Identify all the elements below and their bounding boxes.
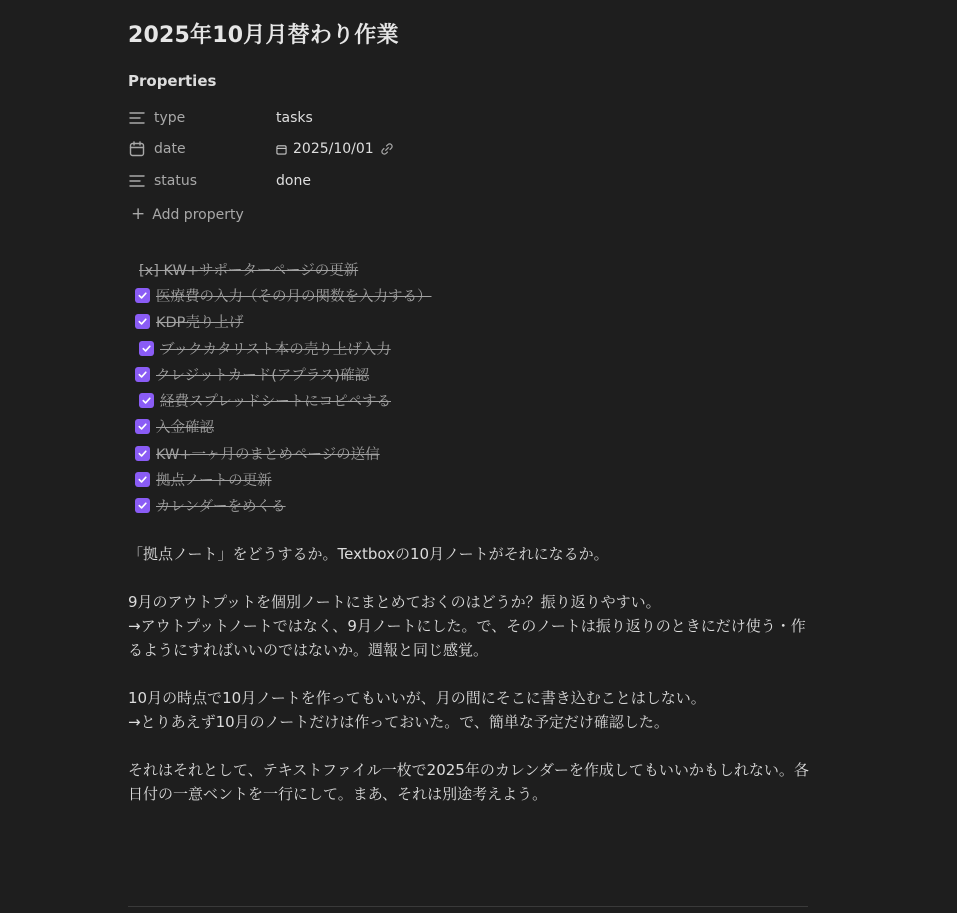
add-property-label: Add property: [152, 206, 244, 223]
task-text[interactable]: ブックカタリスト本の売り上げ入力: [160, 341, 391, 358]
plus-icon: +: [131, 204, 146, 224]
task-list: [128, 256, 828, 519]
list-item[interactable]: [128, 387, 828, 413]
list-item[interactable]: [128, 414, 828, 440]
checkbox-checked[interactable]: [135, 446, 150, 461]
task-text[interactable]: 医療費の入力（その月の関数を入力する）: [156, 288, 432, 305]
property-value[interactable]: done: [276, 173, 311, 189]
task-text[interactable]: クレジットカード(アプラス)確認: [156, 367, 370, 384]
paragraph-line[interactable]: 10月の時点で10月ノートを作ってもいいが、月の間にそこに書き込むことはしない。: [128, 689, 706, 707]
calendar-icon: [128, 140, 146, 158]
page-title[interactable]: 2025年10月月替わり作業: [128, 23, 399, 48]
paragraph[interactable]: [128, 686, 818, 734]
list-item[interactable]: [128, 440, 828, 466]
task-text[interactable]: 入金確認: [156, 420, 214, 437]
list-item[interactable]: [128, 309, 828, 335]
property-key[interactable]: date: [154, 141, 186, 157]
calendar-small-icon: [276, 144, 287, 155]
checkbox-checked[interactable]: [135, 498, 150, 513]
date-text[interactable]: 2025/10/01: [293, 141, 374, 157]
task-text[interactable]: [x] KW+サポーターページの更新: [139, 262, 359, 279]
properties-heading[interactable]: Properties: [128, 72, 217, 90]
property-row-type[interactable]: [128, 105, 648, 131]
property-value[interactable]: tasks: [276, 110, 313, 126]
task-text[interactable]: KW+一ヶ月のまとめページの送信: [156, 446, 380, 463]
checkbox-checked[interactable]: [135, 367, 150, 382]
add-property-button[interactable]: [131, 206, 244, 223]
property-key[interactable]: type: [154, 110, 186, 126]
link-icon[interactable]: [380, 142, 394, 156]
text-lines-icon: [128, 172, 146, 190]
list-item[interactable]: [128, 466, 828, 492]
divider: [128, 906, 808, 907]
task-text[interactable]: カレンダーをめくる: [156, 499, 286, 516]
paragraph[interactable]: 「拠点ノート」をどうするか。Textboxの10月ノートがそれになるか。: [128, 545, 609, 563]
checkbox-checked[interactable]: [135, 288, 150, 303]
property-row-date[interactable]: [128, 136, 648, 162]
list-item[interactable]: [128, 256, 828, 282]
note-body[interactable]: [128, 542, 818, 830]
checkbox-checked[interactable]: [135, 419, 150, 434]
property-key[interactable]: status: [154, 173, 198, 189]
checkbox-checked[interactable]: [135, 314, 150, 329]
checkbox-checked[interactable]: [139, 393, 154, 408]
property-row-status[interactable]: [128, 168, 648, 194]
task-text[interactable]: 経費スプレッドシートにコピペする: [160, 394, 391, 411]
paragraph-line[interactable]: 9月のアウトプットを個別ノートにまとめておくのはどうか？振り返りやすい。: [128, 593, 661, 611]
checkbox-checked[interactable]: [139, 341, 154, 356]
paragraph[interactable]: それはそれとして、テキストファイル一枚で2025年のカレンダーを作成してもいいかもしれない。各日付の一意ベントを一行にして。まあ、それは別途考えよう。: [128, 761, 809, 803]
paragraph-line[interactable]: →とりあえず10月のノートだけは作っておいた。で、簡単な予定だけ確認した。: [128, 713, 669, 731]
paragraph[interactable]: [128, 590, 818, 662]
date-value[interactable]: [276, 141, 394, 157]
list-item[interactable]: [128, 335, 828, 361]
list-item[interactable]: [128, 282, 828, 308]
task-text[interactable]: KDP売り上げ: [156, 315, 244, 332]
paragraph-line[interactable]: →アウトプットノートではなく、9月ノートにした。で、そのノートは振り返りのときにだけ使う・作るようにすればいいのではないか。週報と同じ感覚。: [128, 617, 806, 659]
list-item[interactable]: [128, 361, 828, 387]
task-text[interactable]: 拠点ノートの更新: [156, 473, 272, 490]
text-lines-icon: [128, 109, 146, 127]
list-item[interactable]: [128, 493, 828, 519]
checkbox-checked[interactable]: [135, 472, 150, 487]
